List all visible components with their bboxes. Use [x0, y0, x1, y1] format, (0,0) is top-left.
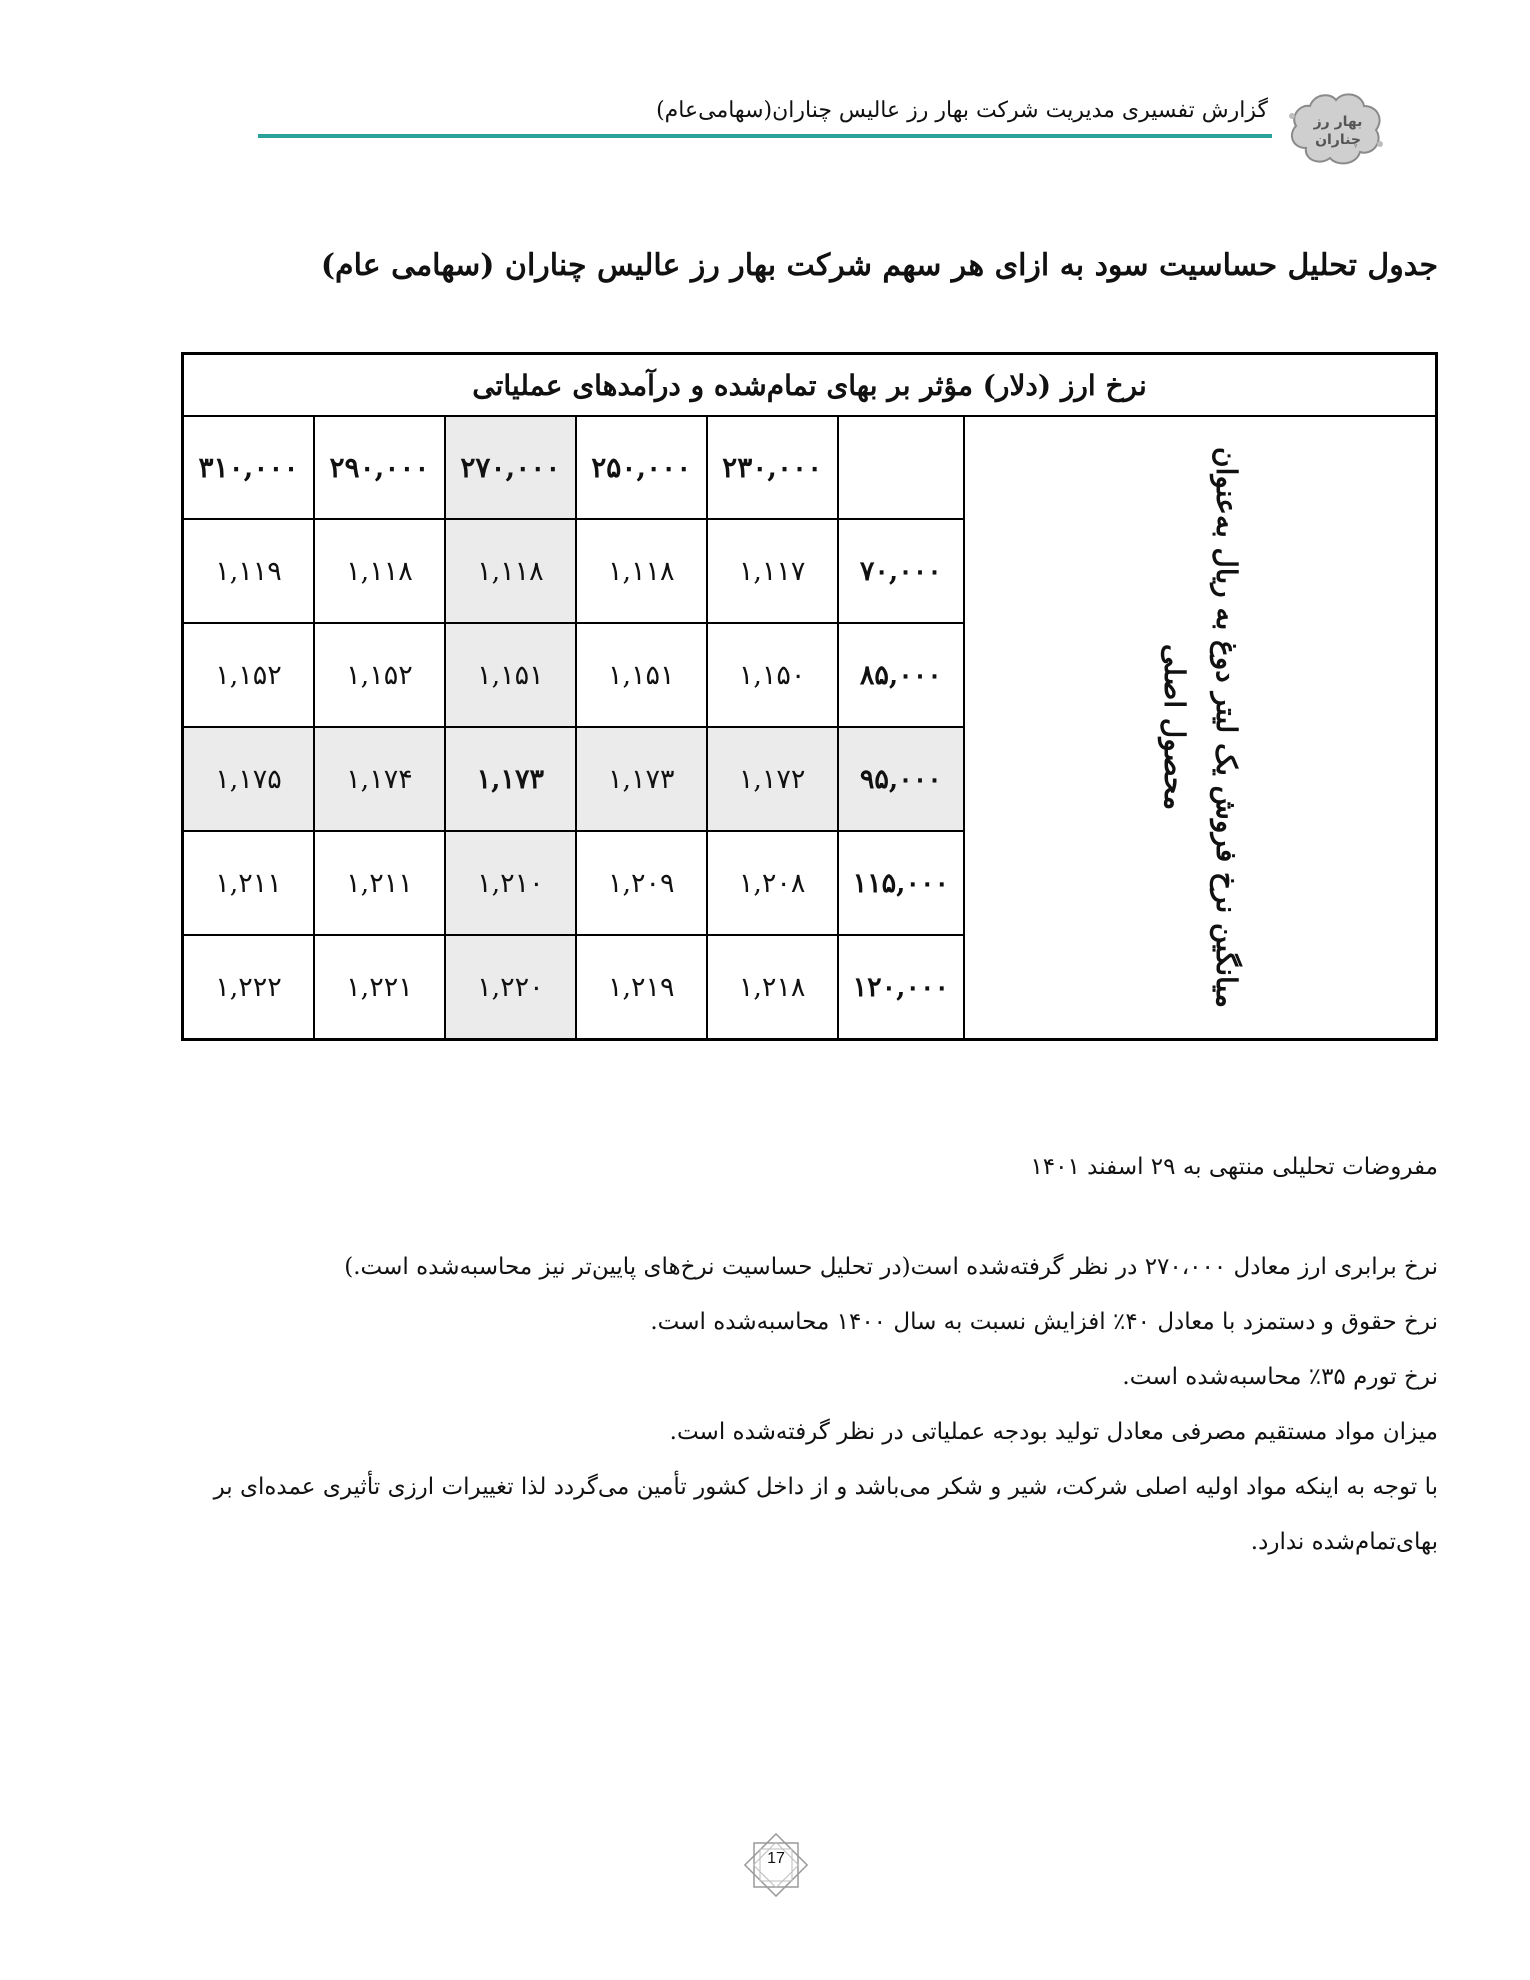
- page-title: جدول تحلیل حساسیت سود به ازای هر سهم شرکت بهار رز عالیس چناران (سهامی عام): [320, 248, 1438, 283]
- table-cell: ۱,۱۷۳: [576, 727, 707, 831]
- page-number: 17: [767, 1850, 785, 1867]
- row-header: ۱۲۰,۰۰۰: [838, 935, 964, 1040]
- column-header: ۲۳۰,۰۰۰: [707, 416, 838, 519]
- column-header: ۳۱۰,۰۰۰: [183, 416, 315, 519]
- table-cell: ۱,۱۵۲: [183, 623, 315, 727]
- table-cell: ۱,۱۱۸: [445, 519, 576, 623]
- row-header: ۹۵,۰۰۰: [838, 727, 964, 831]
- table-cell: ۱,۲۱۹: [576, 935, 707, 1040]
- table-cell: ۱,۱۱۸: [576, 519, 707, 623]
- assumption-item: نرخ تورم ۳۵٪ محاسبه‌شده است.: [1122, 1364, 1438, 1390]
- table-cell: ۱,۱۵۰: [707, 623, 838, 727]
- svg-text:چناران: چناران: [1315, 132, 1361, 148]
- table-cell: ۱,۲۲۰: [445, 935, 576, 1040]
- column-header: ۲۵۰,۰۰۰: [576, 416, 707, 519]
- table-cell: ۱,۱۵۱: [576, 623, 707, 727]
- side-label: میانگین نرخ فروش یک لیتر دوغ به ریال به‌عنوان محصول اصلی: [1158, 446, 1243, 1009]
- side-label-cell: [964, 416, 1437, 1040]
- company-logo: [1286, 86, 1386, 170]
- table-cell: ۱,۱۱۷: [707, 519, 838, 623]
- header-divider: [258, 134, 1272, 138]
- table-cell-base-case: ۱,۱۷۳: [445, 727, 576, 831]
- table-cell: ۱,۱۵۱: [445, 623, 576, 727]
- column-header: ۲۹۰,۰۰۰: [314, 416, 445, 519]
- table-cell: ۱,۱۱۸: [314, 519, 445, 623]
- table-cell: ۱,۱۱۹: [183, 519, 315, 623]
- row-header: ۷۰,۰۰۰: [838, 519, 964, 623]
- table-cell: ۱,۲۱۱: [183, 831, 315, 935]
- row-header: ۸۵,۰۰۰: [838, 623, 964, 727]
- svg-text:بهار رز: بهار رز: [1313, 114, 1363, 130]
- table-header-row: [183, 416, 1437, 519]
- table-cell: ۱,۱۷۲: [707, 727, 838, 831]
- column-header: ۲۷۰,۰۰۰: [445, 416, 576, 519]
- table-cell: ۱,۲۲۲: [183, 935, 315, 1040]
- assumption-item: میزان مواد مستقیم مصرفی معادل تولید بودجه عملیاتی در نظر گرفته‌شده است.: [669, 1419, 1438, 1445]
- table-cell: ۱,۲۰۸: [707, 831, 838, 935]
- assumptions-list: [148, 1240, 1438, 1570]
- table-cell: ۱,۲۱۸: [707, 935, 838, 1040]
- table-cell: ۱,۲۲۱: [314, 935, 445, 1040]
- sensitivity-table: [181, 352, 1438, 1041]
- assumptions-title: مفروضات تحلیلی منتهی به ۲۹ اسفند ۱۴۰۱: [1030, 1154, 1438, 1180]
- table-cell: ۱,۱۷۵: [183, 727, 315, 831]
- table-cell: ۱,۲۰۹: [576, 831, 707, 935]
- row-header: ۱۱۵,۰۰۰: [838, 831, 964, 935]
- table-cell: ۱,۱۵۲: [314, 623, 445, 727]
- corner-cell: [838, 416, 964, 519]
- assumption-item: با توجه به اینکه مواد اولیه اصلی شرکت، شیر و شکر می‌باشد و از داخل کشور تأمین می‌گردد لذا تغییرات ارزی تأثیری عمده‌ای بر بهای‌تمام‌شده ندارد.: [213, 1474, 1438, 1555]
- assumption-item: نرخ حقوق و دستمزد با معادل ۴۰٪ افزایش نسبت به سال ۱۴۰۰ محاسبه‌شده است.: [650, 1309, 1438, 1335]
- table-cell: ۱,۲۱۰: [445, 831, 576, 935]
- header-title: گزارش تفسیری مدیریت شرکت بهار رز عالیس چناران(سهامی‌عام): [656, 98, 1268, 123]
- table-cell: ۱,۲۱۱: [314, 831, 445, 935]
- table-caption: نرخ ارز (دلار) مؤثر بر بهای تمام‌شده و درآمدهای عملیاتی: [183, 354, 1437, 417]
- table-cell: ۱,۱۷۴: [314, 727, 445, 831]
- assumption-item: نرخ برابری ارز معادل ۲۷۰،۰۰۰ در نظر گرفته‌شده است(در تحلیل حساسیت نرخ‌های پایین‌تر نیز محاسبه‌شده است.): [344, 1254, 1438, 1280]
